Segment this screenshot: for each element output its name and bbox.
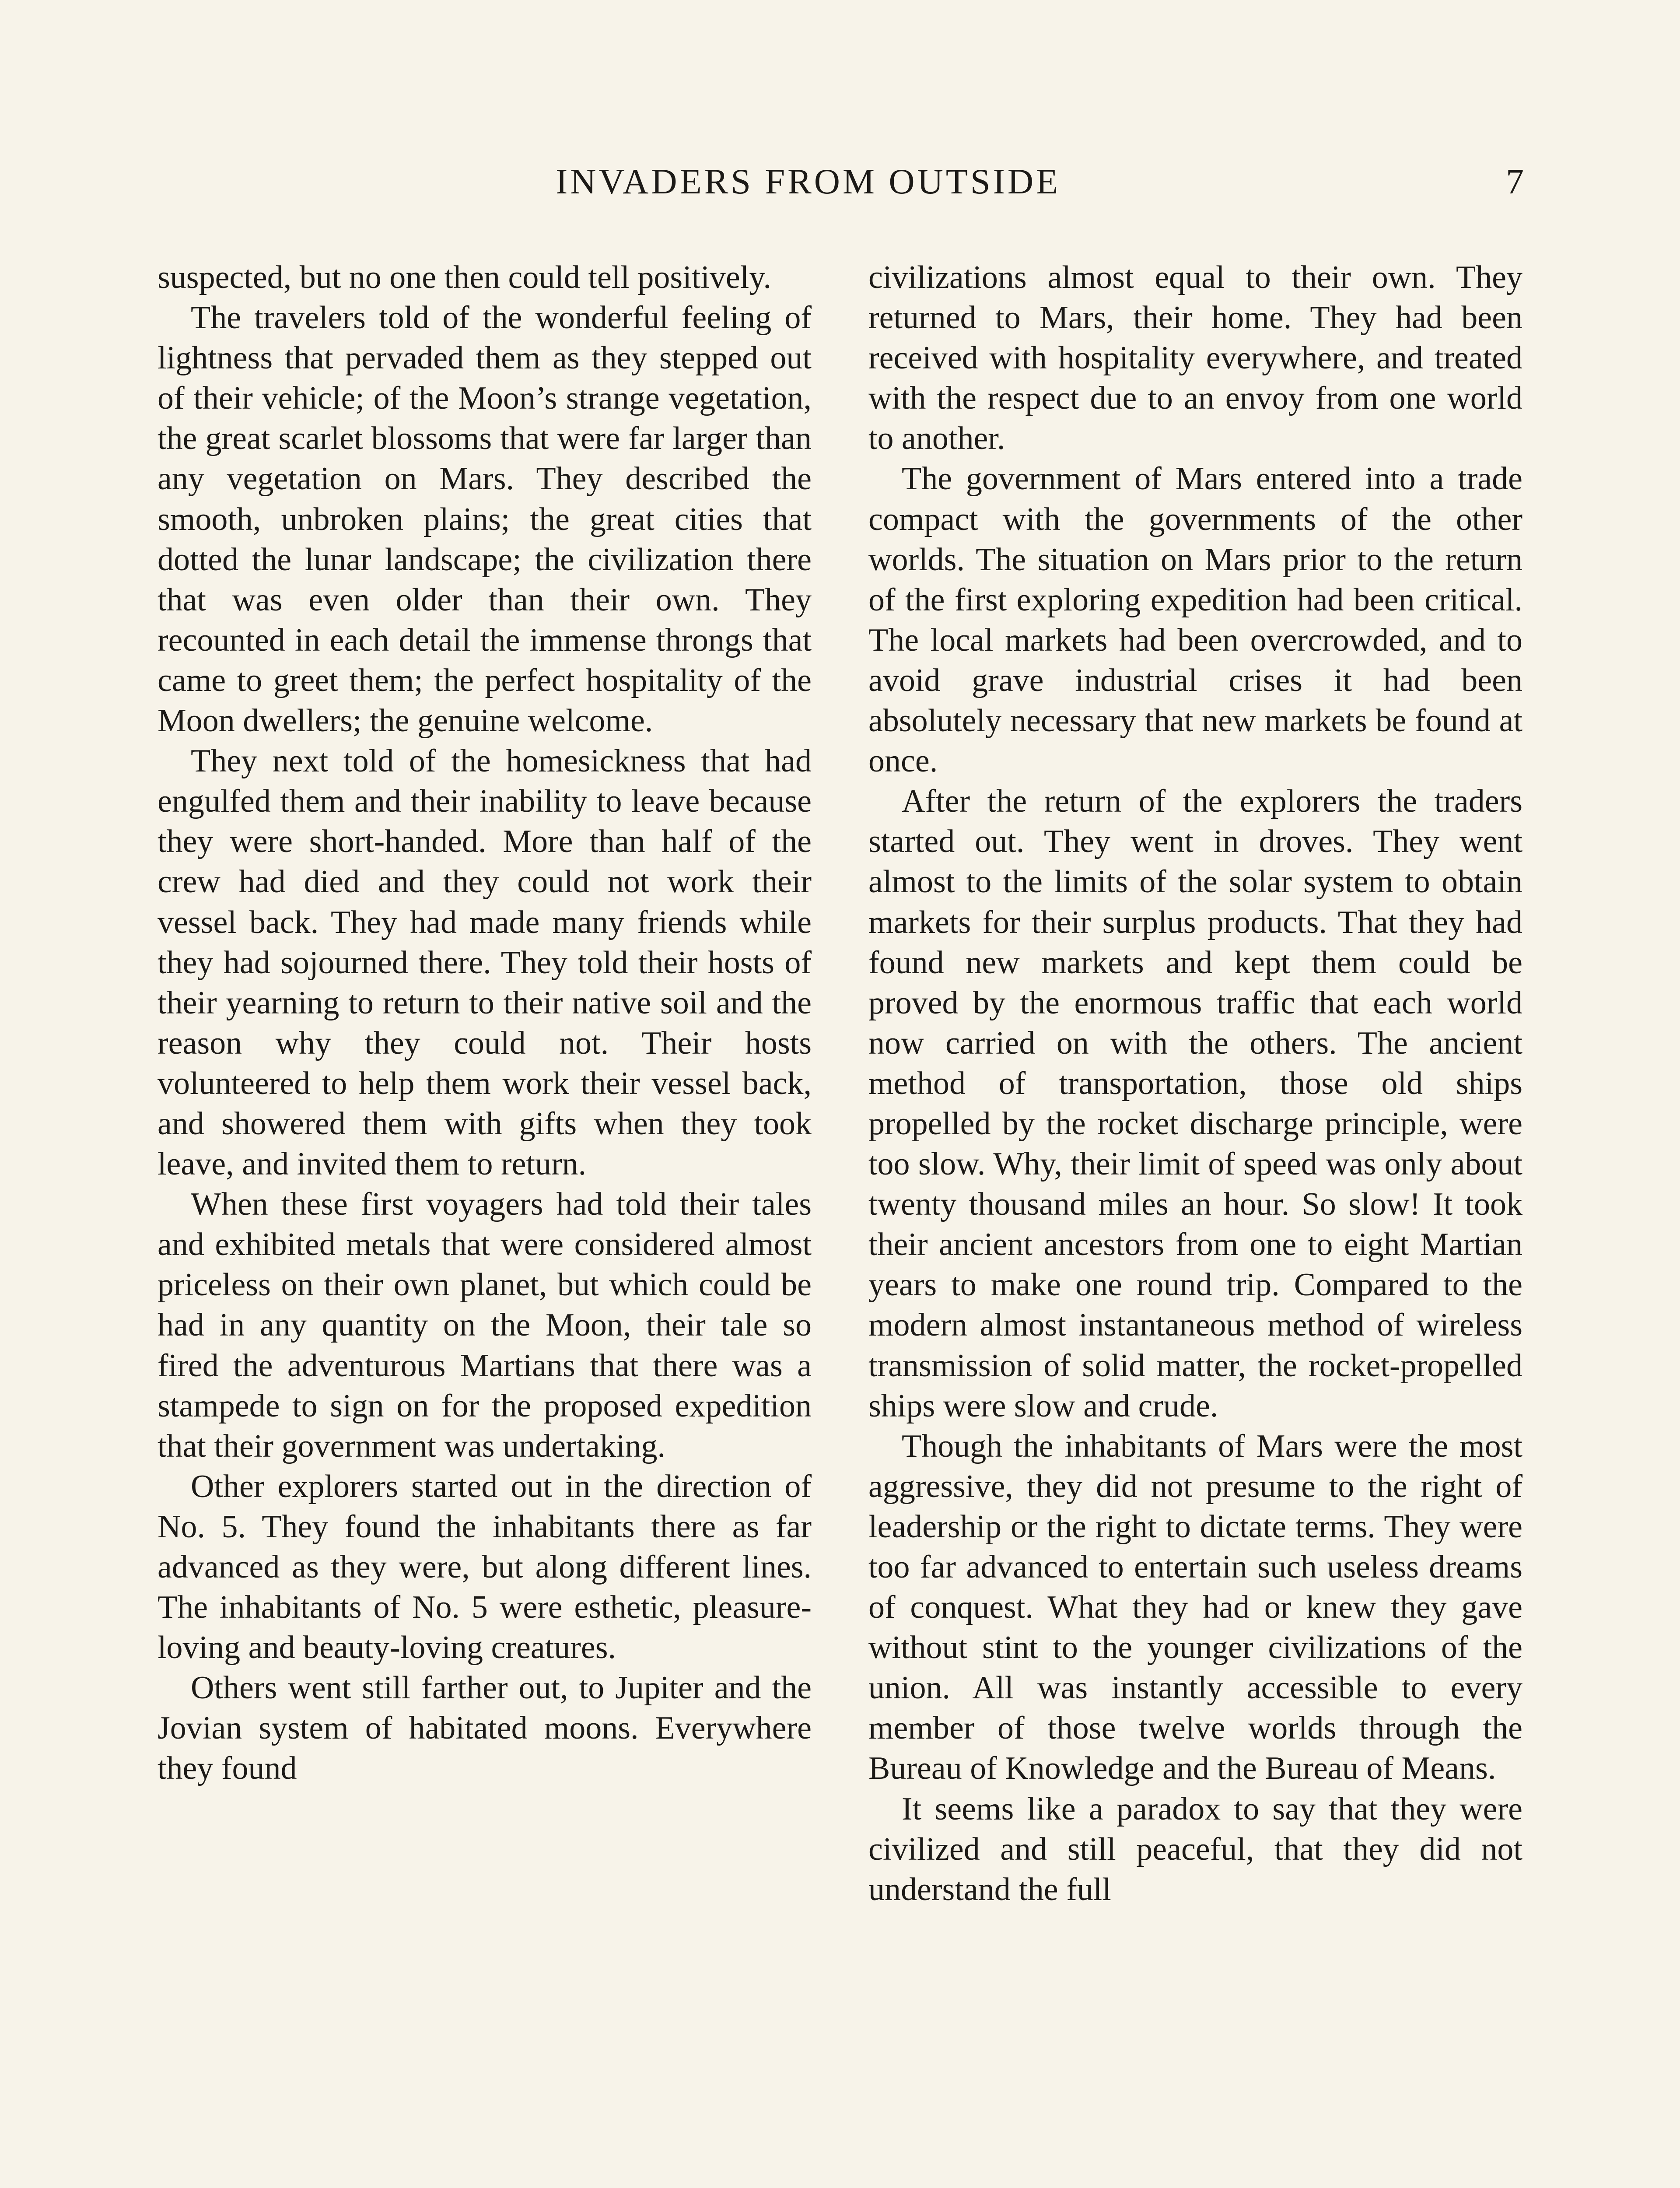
left-column (158, 257, 812, 1789)
paragraph: After the return of the explorers the traders started out. They went in droves. They went almost to the limits of the solar system to obtain markets for their surplus products. That they had found new markets and kept them could be proved by the enormous traffic that each world now carried on with the others. The ancient method of transportation, those old ships propelled by the rocket discharge principle, were too slow. Why, their limit of speed was only about twenty thousand miles an hour. So slow! It took their ancient ancestors from one to eight Martian years to make one round trip. Compared to the modern almost instantaneous method of wireless transmission of solid matter, the rocket-propelled ships were slow and crude. (868, 783, 1522, 1424)
paragraph: They next told of the homesickness that had engulfed them and their inability to leave because they were short-handed. More than half of the crew had died and they could not work their vessel back. They had made many friends while they had sojourned there. They told their hosts of their yearning to return to their native soil and the reason why they could not. Their hosts volunteered to help them work their vessel back, and showered them with gifts when they took leave, and invited them to return. (158, 743, 812, 1182)
paragraph: Others went still farther out, to Jupiter and the Jovian system of habitated moons. Everywhere they found (158, 1670, 812, 1787)
right-column (868, 257, 1522, 1910)
paragraph: The government of Mars entered into a trade compact with the governments of the other worlds. The situation on Mars prior to the return of the first exploring expedition had been critical. The local markets had been overcrowded, and to avoid grave industrial crises it had been absolutely necessary that new markets be found at once. (868, 461, 1522, 779)
paragraph: Other explorers started out in the direction of No. 5. They found the inhabitants there as far advanced as they were, but along different lines. The inhabitants of No. 5 were esthetic, pleasure-loving and beauty-loving creatures. (158, 1468, 812, 1666)
paragraph: The travelers told of the wonderful feeling of lightness that pervaded them as they stepped out of their vehicle; of the Moon’s strange vegetation, the great scarlet blossoms that were far larger than any vegetation on Mars. They described the smooth, unbroken plains; the great cities that dotted the lunar landscape; the civilization there that was even older than their own. They recounted in each detail the immense throngs that came to greet them; the perfect hospitality of the Moon dwellers; the genuine welcome. (158, 300, 812, 739)
paragraph: civilizations almost equal to their own. They returned to Mars, their home. They had been received with hospitality everywhere, and treated with the respect due to an envoy from one world to another. (868, 259, 1522, 457)
running-title: INVADERS FROM OUTSIDE (556, 161, 1061, 201)
paragraph: suspected, but no one then could tell positively. (158, 259, 772, 295)
paragraph: Though the inhabitants of Mars were the most aggressive, they did not presume to the right of leadership or the right to dictate terms. They were too far advanced to entertain such useless dreams of conquest. What they had or knew they gave without stint to the younger civilizations of the union. All was instantly accessible to every member of those twelve worlds through the Bureau of Knowledge and the Bureau of Means. (868, 1428, 1522, 1787)
page-number: 7 (1506, 161, 1524, 201)
paragraph: When these first voyagers had told their tales and exhibited metals that were considered almost priceless on their own planet, but which could be had in any quantity on the Moon, their tale so fired the adventurous Martians that there was a stampede to sign on for the proposed expedition that their government was undertaking. (158, 1186, 812, 1464)
paragraph: It seems like a paradox to say that they were civilized and still peaceful, that they did not understand the full (868, 1791, 1522, 1907)
